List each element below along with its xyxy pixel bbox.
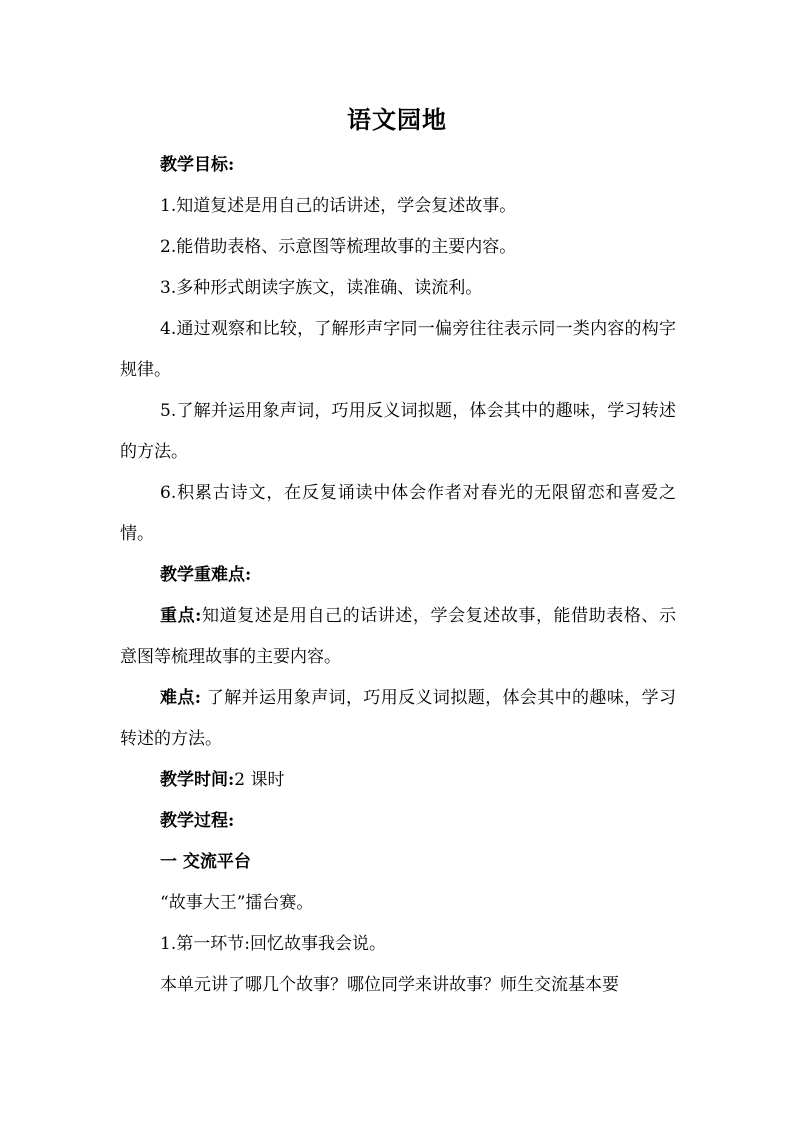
document-body: [120, 145, 676, 1006]
objectives-heading: 教学目标:: [160, 155, 235, 175]
objective-item: 3.多种形式朗读字族文，读准确、读流利。: [160, 278, 483, 298]
objective-item: 2.能借助表格、示意图等梳理故事的主要内容。: [160, 237, 517, 257]
keypoints-heading: 教学重难点:: [160, 565, 252, 585]
process-heading: 教学过程:: [160, 811, 235, 831]
time-label: 教学时间:: [160, 770, 235, 790]
objective-item: 4.通过观察和比较，了解形声字同一偏旁往往表示同一类内容的构字规律。: [120, 319, 676, 380]
teaching-time: [120, 760, 676, 801]
difficult-point: [120, 678, 676, 760]
objective-item: 5.了解并运用象声词，巧用反义词拟题，体会其中的趣味，学习转述的方法。: [120, 401, 676, 462]
document-title: 语文园地: [347, 105, 447, 134]
step1-heading: 1.第一环节:回忆故事我会说。: [160, 934, 386, 954]
key-point: [120, 596, 676, 678]
difficult-text: 了解并运用象声词，巧用反义词拟题，体会其中的趣味，学习转述的方法。: [120, 688, 676, 749]
difficult-label: 难点:: [160, 688, 202, 708]
objective-item: 1.知道复述是用自己的话讲述，学会复述故事。: [160, 196, 517, 216]
section1-heading: 一 交流平台: [160, 852, 251, 872]
key-label: 重点:: [160, 606, 202, 626]
objective-item: 6.积累古诗文，在反复诵读中体会作者对春光的无限留恋和喜爱之情。: [120, 483, 676, 544]
key-text: 知道复述是用自己的话讲述，学会复述故事，能借助表格、示意图等梳理故事的主要内容。: [120, 606, 677, 667]
step1-text: 本单元讲了哪几个故事？哪位同学来讲故事？师生交流基本要: [160, 975, 619, 995]
section1-intro: “故事大王”擂台赛。: [160, 893, 314, 913]
time-value: 2 课时: [234, 770, 285, 790]
